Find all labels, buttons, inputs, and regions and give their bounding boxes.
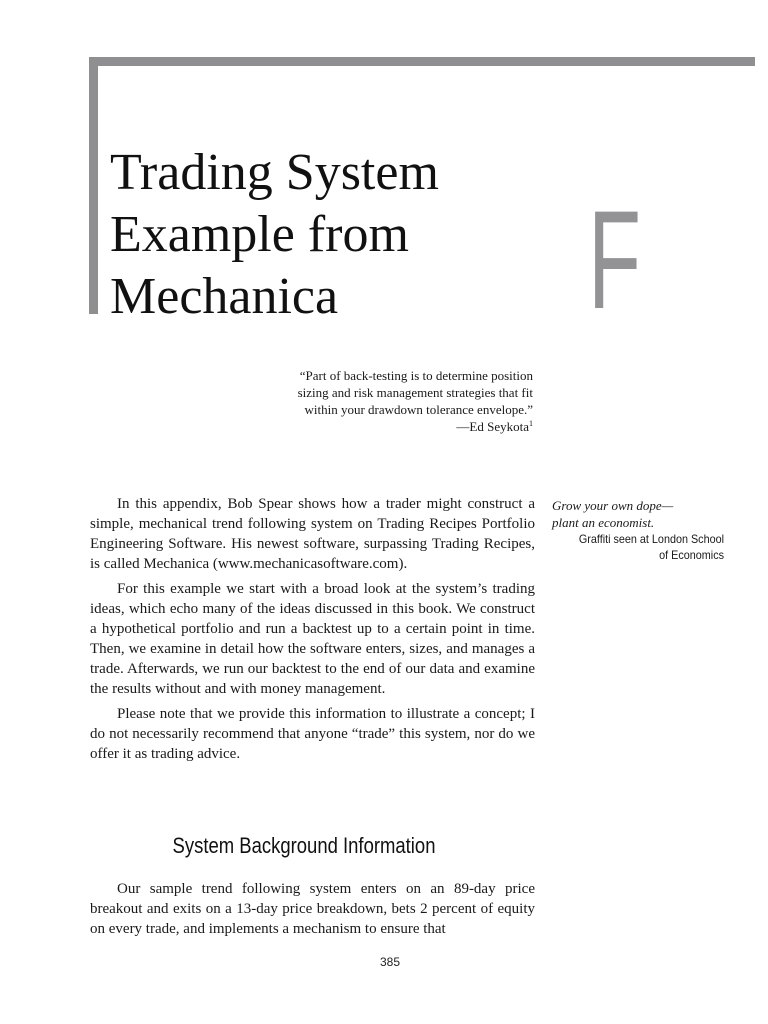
- footnote-mark[interactable]: 1: [529, 419, 533, 428]
- chapter-title-line: Mechanica: [110, 268, 339, 325]
- body-paragraph: In this appendix, Bob Spear shows how a trader might construct a simple, mechanical trend following system on Trading Recipes Portfolio Engineering Software. His newest software, surpassing Trading Recipes, is called Mechanica (www.mechanicasoftware.com).: [90, 496, 535, 572]
- body-text: [90, 494, 535, 769]
- chapter-title-line: Example from: [110, 206, 409, 263]
- body-paragraph: Please note that we provide this information to illustrate a concept; I do not necessarily recommend that anyone “trade” this system, nor do we offer it as trading advice.: [90, 706, 535, 762]
- margin-note-quote-line: Grow your own dope—: [552, 498, 674, 513]
- margin-note-source: Graffiti seen at London School of Economics: [578, 532, 724, 562]
- epigraph-line: within your drawdown tolerance envelope.”: [304, 402, 533, 417]
- chapter-title-line: Trading System: [110, 144, 439, 201]
- section-paragraph: Our sample trend following system enters on an 89-day price breakout and exits on a 13-day price breakdown, bets 2 percent of equity on every trade, and implements a mechanism to ensure that: [90, 881, 535, 937]
- epigraph-line: sizing and risk management strategies that fit: [297, 385, 533, 400]
- section-heading: System Background Information: [172, 833, 436, 858]
- section-body: [90, 879, 535, 939]
- page-number: 385: [379, 955, 401, 969]
- epigraph: [230, 367, 533, 435]
- margin-note-quote-line: plant an economist.: [552, 515, 655, 530]
- chapter-rule-top: [89, 57, 755, 66]
- epigraph-author: —Ed Seykota: [456, 419, 529, 434]
- appendix-letter: F: [588, 181, 642, 338]
- body-paragraph: For this example we start with a broad look at the system’s trading ideas, which echo many of the ideas discussed in this book. We construct a hypothetical portfolio and run a backtest up to a certain point in time. Then, we examine in detail how the software enters, sizes, and manages a trade. Afterwards, we run our backtest to the end of our data and examine the results without and with money management.: [90, 581, 535, 697]
- margin-note: [552, 497, 724, 563]
- chapter-rule-left: [89, 57, 98, 314]
- epigraph-attribution: [230, 418, 533, 435]
- epigraph-line: “Part of back-testing is to determine position: [299, 368, 533, 383]
- margin-note-quote: [552, 497, 724, 531]
- chapter-title: [110, 142, 550, 328]
